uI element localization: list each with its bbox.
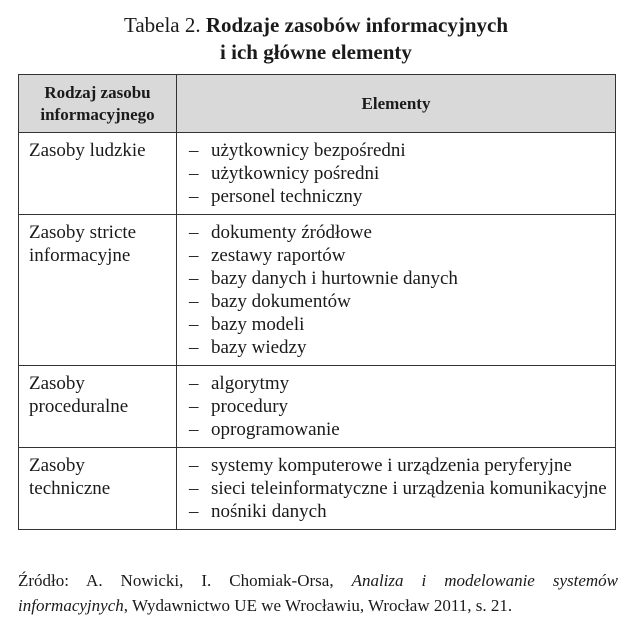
- list-item: [189, 418, 607, 441]
- list-item-text: użytkownicy pośredni: [211, 163, 380, 184]
- source-title: Analiza i modelowanie systemów informacyjnych: [18, 571, 618, 615]
- dash-bullet: –: [189, 396, 199, 417]
- list-item-text: oprogramowanie: [211, 419, 340, 440]
- list-item: [189, 139, 607, 162]
- list-item: [189, 185, 607, 208]
- table-row: [19, 366, 616, 448]
- list-item-text: bazy danych i hurtownie danych: [211, 268, 458, 289]
- resource-kind-cell: Zasoby stricte informacyjne: [19, 215, 177, 366]
- resource-kind-cell: Zasoby ludzkie: [19, 133, 177, 215]
- caption-prefix: Tabela 2.: [123, 13, 206, 37]
- source-note: [18, 568, 618, 618]
- header-elements: Elementy: [177, 75, 616, 133]
- list-item: [189, 313, 607, 336]
- caption-title: Rodzaje zasobów informacyjnych: [205, 13, 509, 37]
- dash-bullet: –: [189, 186, 199, 207]
- dash-bullet: –: [189, 501, 199, 522]
- dash-bullet: –: [189, 478, 199, 499]
- elements-cell: [177, 366, 616, 448]
- dash-bullet: –: [189, 455, 199, 476]
- caption-title-line-2: i ich główne elementy: [220, 40, 412, 64]
- table-row: [19, 448, 616, 530]
- elements-list: [189, 221, 607, 359]
- dash-bullet: –: [189, 337, 199, 358]
- dash-bullet: –: [189, 419, 199, 440]
- list-item: [189, 395, 607, 418]
- list-item: [189, 372, 607, 395]
- dash-bullet: –: [189, 373, 199, 394]
- dash-bullet: –: [189, 314, 199, 335]
- resources-table: [18, 74, 616, 530]
- elements-cell: [177, 215, 616, 366]
- elements-cell: [177, 448, 616, 530]
- list-item: [189, 267, 607, 290]
- dash-bullet: –: [189, 245, 199, 266]
- list-item: [189, 244, 607, 267]
- elements-list: [189, 139, 607, 208]
- list-item-text: nośniki danych: [211, 501, 327, 522]
- source-prefix: Źródło: A. Nowicki, I. Chomiak-Orsa,: [18, 571, 352, 590]
- list-item-text: systemy komputerowe i urządzenia peryferyjne: [211, 455, 572, 476]
- list-item: [189, 221, 607, 244]
- list-item-text: bazy wiedzy: [211, 337, 307, 358]
- list-item-text: bazy dokumentów: [211, 291, 351, 312]
- table-caption: [0, 12, 632, 66]
- source-suffix: , Wydawnictwo UE we Wrocławiu, Wrocław 2011, s. 21.: [123, 596, 513, 615]
- table-row: [19, 215, 616, 366]
- dash-bullet: –: [189, 163, 199, 184]
- list-item-text: dokumenty źródłowe: [211, 222, 372, 243]
- elements-cell: [177, 133, 616, 215]
- list-item-text: sieci teleinformatyczne i urządzenia komunikacyjne: [211, 478, 607, 499]
- list-item: [189, 477, 607, 500]
- list-item-text: zestawy raportów: [211, 245, 346, 266]
- table-row: [19, 133, 616, 215]
- header-resource-kind: Rodzaj zasobu informacyjnego: [19, 75, 177, 133]
- list-item-text: algorytmy: [211, 373, 290, 394]
- list-item-text: personel techniczny: [211, 186, 363, 207]
- list-item: [189, 500, 607, 523]
- list-item: [189, 336, 607, 359]
- list-item: [189, 290, 607, 313]
- resource-kind-cell: Zasoby proceduralne: [19, 366, 177, 448]
- table-body: [19, 133, 616, 530]
- list-item: [189, 162, 607, 185]
- list-item-text: procedury: [211, 396, 289, 417]
- list-item: [189, 454, 607, 477]
- list-item-text: użytkownicy bezpośredni: [211, 140, 406, 161]
- dash-bullet: –: [189, 222, 199, 243]
- table-header-row: [19, 75, 616, 133]
- list-item-text: bazy modeli: [211, 314, 305, 335]
- caption-line-1: [0, 12, 632, 39]
- dash-bullet: –: [189, 291, 199, 312]
- elements-list: [189, 454, 607, 523]
- dash-bullet: –: [189, 268, 199, 289]
- resource-kind-cell: Zasoby techniczne: [19, 448, 177, 530]
- dash-bullet: –: [189, 140, 199, 161]
- elements-list: [189, 372, 607, 441]
